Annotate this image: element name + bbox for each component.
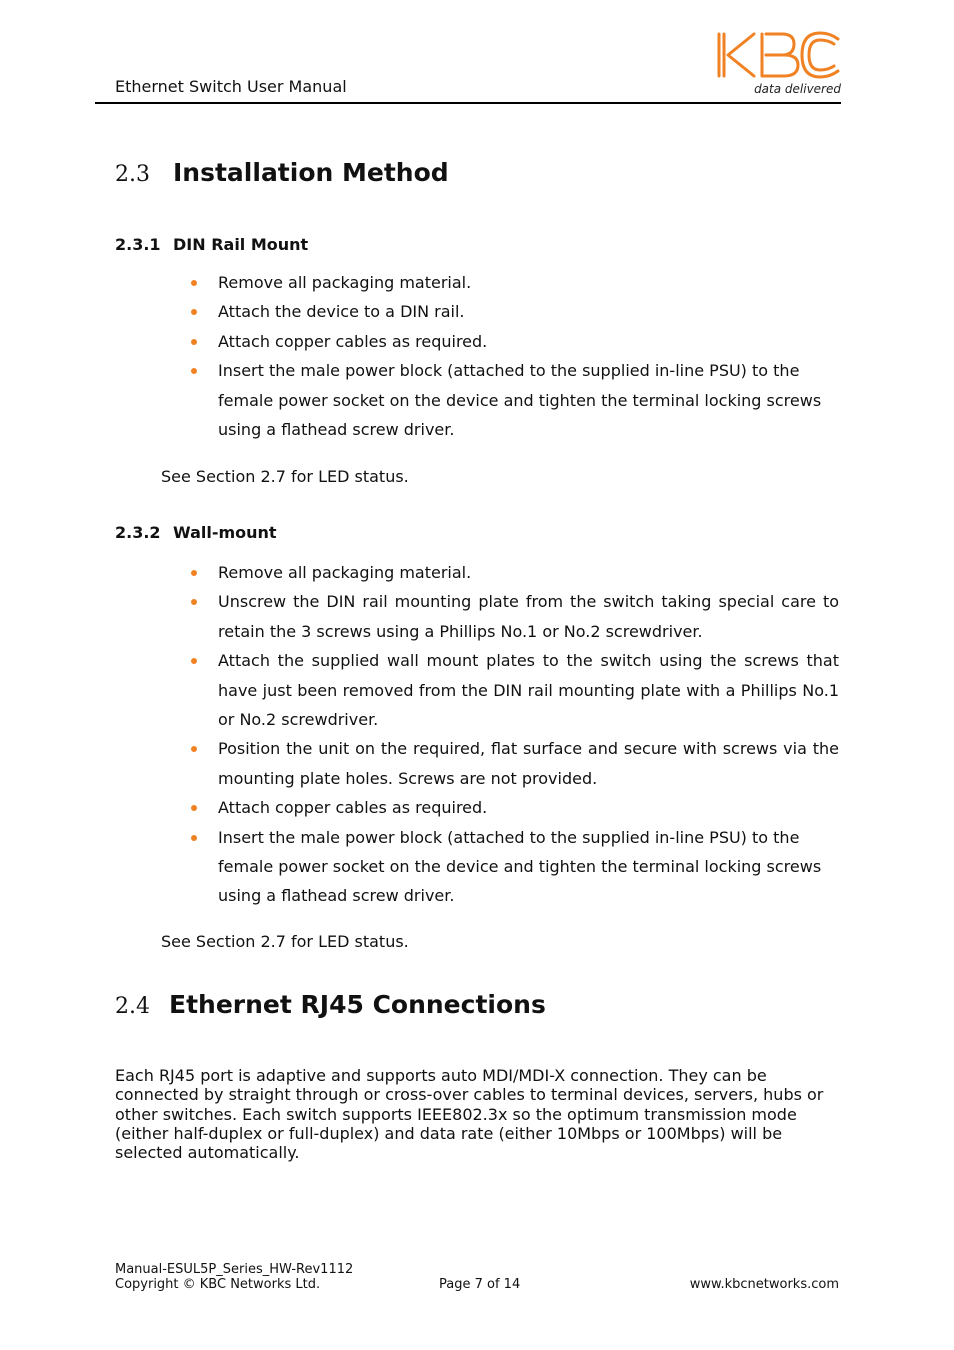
- section-title: Installation Method: [173, 158, 449, 187]
- section-number: 2.4: [115, 994, 150, 1019]
- bullet-icon: [191, 805, 197, 811]
- bullet-icon: [191, 280, 197, 286]
- bullet-icon: [191, 746, 197, 752]
- bullet-icon: [191, 309, 197, 315]
- list-item: Position the unit on the required, flat surface and secure with screws via the mounting plate holes. Screws are not provided.: [188, 734, 839, 793]
- subsection-heading-2-3-1: [115, 235, 308, 254]
- list-item: Attach copper cables as required.: [188, 793, 839, 822]
- list-item: Attach the supplied wall mount plates to the switch using the screws that have just been removed from the DIN rail mounting plate with a Phillips No.1 or No.2 screwdriver.: [188, 646, 839, 734]
- footer-page-number: Page 7 of 14: [439, 1277, 521, 1292]
- led-status-note: See Section 2.7 for LED status.: [161, 467, 409, 486]
- list-item: Insert the male power block (attached to the supplied in-line PSU) to the female power socket on the device and tighten the terminal locking screws using a flathead screw driver.: [188, 823, 839, 911]
- subsection-title: Wall-mount: [173, 523, 277, 542]
- section-heading-2-4: [115, 990, 546, 1019]
- wall-mount-steps-list: [188, 558, 839, 911]
- bullet-icon: [191, 570, 197, 576]
- list-item: Remove all packaging material.: [188, 268, 839, 297]
- section-title: Ethernet RJ45 Connections: [169, 990, 546, 1019]
- subsection-heading-2-3-2: [115, 523, 277, 542]
- list-item: Insert the male power block (attached to the supplied in-line PSU) to the female power socket on the device and tighten the terminal locking screws using a flathead screw driver.: [188, 356, 839, 444]
- list-item: Attach copper cables as required.: [188, 327, 839, 356]
- bullet-icon: [191, 368, 197, 374]
- kbc-logo: [714, 30, 842, 82]
- logo-tagline: data delivered: [754, 82, 841, 96]
- rj45-paragraph: Each RJ45 port is adaptive and supports auto MDI/MDI-X connection. They can be connected by straight through or cross-over cables to terminal devices, servers, hubs or other switches. Each switch supports IEEE802.3x so the optimum transmission mode (either half-duplex or full-duplex) and data rate (either 10Mbps or 100Mbps) will be selected automatically.: [115, 1066, 824, 1163]
- section-number: 2.3: [115, 162, 150, 187]
- footer-website: www.kbcnetworks.com: [689, 1277, 839, 1292]
- led-status-note: See Section 2.7 for LED status.: [161, 932, 409, 951]
- list-item: Attach the device to a DIN rail.: [188, 297, 839, 326]
- header-title: Ethernet Switch User Manual: [115, 77, 347, 96]
- footer-doc-id: Manual-ESUL5P_Series_HW-Rev1112: [115, 1262, 354, 1277]
- bullet-icon: [191, 835, 197, 841]
- bullet-icon: [191, 599, 197, 605]
- footer-copyright: Copyright © KBC Networks Ltd.: [115, 1277, 321, 1292]
- list-item: Remove all packaging material.: [188, 558, 839, 587]
- din-rail-steps-list: [188, 268, 839, 444]
- bullet-icon: [191, 339, 197, 345]
- subsection-number: 2.3.2: [115, 523, 161, 542]
- list-item: Unscrew the DIN rail mounting plate from the switch taking special care to retain the 3 screws using a Phillips No.1 or No.2 screwdriver.: [188, 587, 839, 646]
- bullet-icon: [191, 658, 197, 664]
- header-divider: [95, 102, 841, 104]
- subsection-number: 2.3.1: [115, 235, 161, 254]
- subsection-title: DIN Rail Mount: [173, 235, 309, 254]
- section-heading-2-3: [115, 158, 449, 187]
